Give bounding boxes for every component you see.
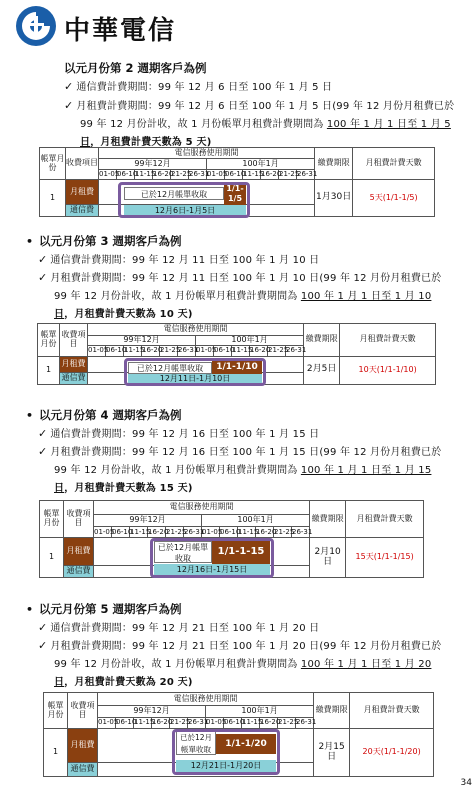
rent-days-value: 10天(1/1-1/10) (340, 356, 436, 384)
range-cell: 21-25 (170, 718, 188, 729)
range-cell: 11-15 (232, 346, 250, 357)
check-icon: ✓ (38, 427, 48, 440)
rent-days-line: 日，月租費計費天數為 5 天) (80, 137, 212, 148)
range-cell: 26-31 (286, 346, 304, 357)
range-cell: 26-31 (178, 346, 196, 357)
range-cell: 11-15 (135, 170, 156, 179)
due-period-header: 繳費期限 (304, 324, 340, 357)
range-cell: 26-31 (292, 527, 310, 538)
section-title: • 以元月份第 3 週期客戶為例 (26, 234, 182, 248)
range-cell: 01-05 (88, 346, 106, 357)
range-cell: 16-20 (152, 718, 170, 729)
range-cell: 11-15 (243, 170, 264, 179)
section-title: 以元月份第 2 週期客戶為例 (64, 61, 207, 75)
fee-item-header: 收費項目 (66, 148, 99, 180)
check-icon: ✓ (38, 621, 48, 634)
range-cell: 11-15 (124, 346, 142, 357)
jan-header: 100年1月 (207, 159, 315, 170)
tele-fee-label: 通信費 (60, 373, 88, 385)
range-cell: 26-31 (188, 718, 206, 729)
charged-note: 已於12月帳單收取 (128, 362, 212, 374)
rent-period-line-2: 99 年 12 月份計收，故 1 月份帳單月租費計費期間為 100 年 1 月 1 日至 1 月 5 (80, 119, 451, 130)
check-icon: ✓ (64, 80, 74, 93)
billing-period-line: ✓ 通信費計費期間：99 年 12 月 16 日至 100 年 1 月 15 日 (38, 427, 320, 440)
range-cell: 11-15 (134, 718, 152, 729)
rent-fee-label: 月租費 (68, 729, 98, 763)
billing-period-line: ✓ 通信費計費期間：99 年 12 月 21 日至 100 年 1 月 20 日 (38, 621, 320, 634)
highlight-frame (150, 538, 274, 578)
bullet-icon: • (26, 409, 34, 422)
check-icon: ✓ (38, 639, 48, 652)
range-cell: 06-10 (117, 170, 138, 179)
dec-header: 99年12月 (88, 335, 196, 346)
due-period-header: 繳費期限 (314, 693, 350, 729)
rent-period-line: ✓ 月租費計費期間：99 年 12 月 16 日至 100 年 1 月 15 日(99 年 12 月份月租費已於 (38, 445, 442, 458)
rent-period-line: ✓ 月租費計費期間：99 年 12 月 11 日至 100 年 1 月 10 日(99 年 12 月份月租費已於 (38, 271, 442, 284)
dec-header: 99年12月 (98, 706, 206, 718)
rent-range-box: 1/1-1/10 (212, 361, 262, 374)
range-cell: 06-10 (220, 527, 238, 538)
account-month-header: 帳單月份 (40, 501, 64, 538)
due-date: 2月5日 (304, 356, 340, 384)
dec-header: 99年12月 (99, 159, 207, 170)
rent-period-line: ✓ 月租費計費期間：99 年 12 月 6 日至 100 年 1 月 5 日(99 年 12 月份月租費已於 (64, 99, 455, 112)
usage-period-header: 電信服務使用期間 (99, 148, 315, 159)
rent-days-line: 日，月租費計費天數為 10 天) (54, 309, 193, 320)
fee-item-header: 收費項目 (64, 501, 94, 538)
jan-header: 100年1月 (202, 515, 310, 527)
range-cell: 21-25 (279, 170, 300, 179)
usage-period-header: 電信服務使用期間 (88, 324, 304, 336)
rent-range-box: 1/1-1/20 (216, 734, 276, 754)
rent-days-value: 15天(1/1-1/15) (346, 538, 424, 578)
rent-period-line-2: 99 年 12 月份計收，故 1 月份帳單月租費計費期間為 100 年 1 月 1 日至 1 月 10 (54, 291, 432, 302)
dec-header: 99年12月 (94, 515, 202, 527)
bullet-icon: • (26, 603, 34, 616)
range-cell: 01-05 (94, 527, 112, 538)
tele-fee-label: 通信費 (64, 565, 94, 577)
tele-range-bar: 12月21日-1月20日 (176, 760, 276, 772)
section-title: • 以元月份第 4 週期客戶為例 (26, 408, 182, 422)
charged-note: 已於12月帳單收取 (154, 541, 212, 563)
chunghwa-logo-icon (14, 4, 58, 48)
range-cell: 06-10 (106, 346, 124, 357)
billing-period-line: ✓ 通信費計費期間：99 年 12 月 6 日至 100 年 1 月 5 日 (64, 80, 333, 93)
usage-period-header: 電信服務使用期間 (94, 501, 310, 515)
range-cell: 06-10 (224, 718, 242, 729)
jan-header: 100年1月 (196, 335, 304, 346)
range-cell: 01-05 (196, 346, 214, 357)
rent-days-header: 月租費計費天數 (340, 324, 436, 357)
check-icon: ✓ (38, 445, 48, 458)
tele-fee-label: 通信費 (66, 204, 99, 216)
usage-period-header: 電信服務使用期間 (98, 693, 314, 706)
row-month: 1 (38, 356, 60, 384)
tele-range-bar: 12月6日-1月5日 (124, 205, 246, 216)
page-number: 34 (460, 778, 472, 788)
due-period-header: 繳費期限 (310, 501, 346, 538)
rent-range-box: 1/1-1/5 (224, 184, 246, 205)
rent-days-value: 20天(1/1-1/20) (350, 729, 434, 777)
range-cell: 16-20 (142, 346, 160, 357)
due-date: 2月15日 (314, 729, 350, 777)
range-cell: 01-05 (206, 718, 224, 729)
bullet-icon: • (26, 235, 34, 248)
rent-range-box: 1/1-1-15 (212, 540, 270, 564)
range-cell: 26-31 (296, 718, 314, 729)
range-cell: 01-05 (207, 170, 228, 179)
fee-item-header: 收費項目 (60, 324, 88, 357)
range-cell: 21-25 (274, 527, 292, 538)
section-title: • 以元月份第 5 週期客戶為例 (26, 602, 182, 616)
row-month: 1 (44, 729, 68, 777)
rent-fee-label: 月租費 (60, 356, 88, 373)
due-date: 2月10日 (310, 538, 346, 578)
range-cell: 11-15 (238, 527, 256, 538)
rent-days-line: 日，月租費計費天數為 20 天) (54, 677, 193, 688)
rent-period-line-2: 99 年 12 月份計收，故 1 月份帳單月租費計費期間為 100 年 1 月 1 日至 1 月 15 (54, 465, 432, 476)
jan-header: 100年1月 (206, 706, 314, 718)
range-cell: 11-15 (130, 527, 148, 538)
highlight-frame (172, 729, 280, 775)
account-month-header: 帳單月份 (44, 693, 68, 729)
account-month-header: 帳單月份 (40, 148, 66, 180)
range-cell: 16-20 (260, 718, 278, 729)
range-cell: 06-10 (112, 527, 130, 538)
range-cell: 01-05 (98, 718, 116, 729)
range-cell: 16-20 (250, 346, 268, 357)
row-month: 1 (40, 538, 64, 578)
due-date: 1月30日 (315, 180, 353, 217)
rent-fee-label: 月租費 (64, 538, 94, 565)
range-cell: 21-25 (268, 346, 286, 357)
range-cell: 01-05 (202, 527, 220, 538)
range-cell: 21-25 (160, 346, 178, 357)
range-cell: 21-25 (166, 527, 184, 538)
charged-note: 已於12月帳單收取 (124, 187, 224, 200)
rent-days-header: 月租費計費天數 (346, 501, 424, 538)
tele-fee-label: 通信費 (68, 763, 98, 777)
tele-range-bar: 12月16日-1月15日 (154, 564, 270, 575)
check-icon: ✓ (64, 99, 74, 112)
row-month: 1 (40, 180, 66, 217)
charged-note: 已於12月帳單收取 (176, 731, 216, 755)
rent-days-line: 日，月租費計費天數為 15 天) (54, 483, 193, 494)
range-cell: 06-10 (225, 170, 246, 179)
range-cell: 06-10 (116, 718, 134, 729)
account-month-header: 帳單月份 (38, 324, 60, 357)
highlight-frame (118, 182, 250, 218)
due-period-header: 繳費期限 (315, 148, 353, 180)
highlight-frame (124, 358, 266, 386)
range-cell: 16-20 (153, 170, 174, 179)
range-cell: 01-05 (99, 170, 120, 179)
check-icon: ✓ (38, 253, 48, 266)
rent-days-value: 5天(1/1-1/5) (353, 180, 435, 217)
range-cell: 21-25 (278, 718, 296, 729)
range-cell: 16-20 (261, 170, 282, 179)
fee-item-header: 收費項目 (68, 693, 98, 729)
check-icon: ✓ (38, 271, 48, 284)
tele-range-bar: 12月11日-1月10日 (128, 374, 262, 384)
brand-name: 中華電信 (64, 16, 177, 46)
rent-fee-label: 月租費 (66, 180, 99, 204)
range-cell: 26-31 (184, 527, 202, 538)
range-cell: 26-31 (189, 170, 210, 179)
range-cell: 21-25 (171, 170, 192, 179)
range-cell: 16-20 (256, 527, 274, 538)
rent-period-line: ✓ 月租費計費期間：99 年 12 月 21 日至 100 年 1 月 20 日(99 年 12 月份月租費已於 (38, 639, 442, 652)
rent-period-line-2: 99 年 12 月份計收，故 1 月份帳單月租費計費期間為 100 年 1 月 1 日至 1 月 20 (54, 659, 432, 670)
range-cell: 26-31 (297, 170, 318, 179)
range-cell: 11-15 (242, 718, 260, 729)
range-cell: 06-10 (214, 346, 232, 357)
billing-period-line: ✓ 通信費計費期間：99 年 12 月 11 日至 100 年 1 月 10 日 (38, 253, 320, 266)
rent-days-header: 月租費計費天數 (353, 148, 435, 180)
range-cell: 16-20 (148, 527, 166, 538)
rent-days-header: 月租費計費天數 (350, 693, 434, 729)
